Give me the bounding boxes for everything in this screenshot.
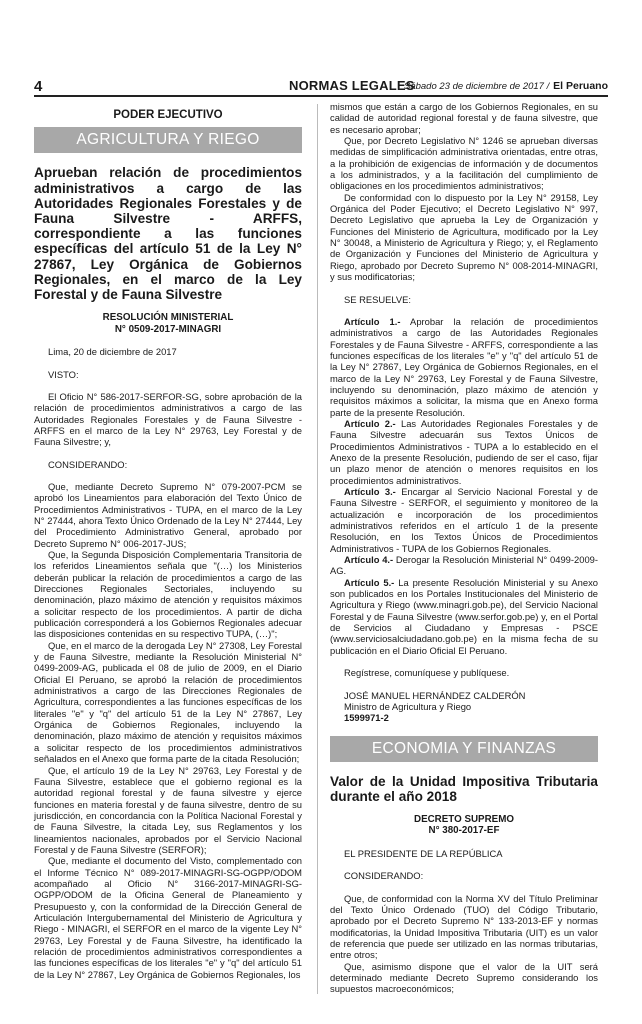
considerando-heading-2: CONSIDERANDO: <box>344 870 424 882</box>
closing-formula: Regístrese, comuníquese y publíquese. <box>344 667 510 679</box>
paragraph: Que, la Segunda Disposición Complementaria Transitoria de los referidos Lineamientos señala que "(…) los Ministerios deberán publicar la relación de procedimientos a cargo de las Direcciones Regionales Sectoriales, incluyendo su denominación, plazo máximo de atención y requisitos máximos a solicitar respecto de los procedimientos. A partir de dicha publicación corresponderá a los Gobiernos Regionales adecuar las disposiciones contenidas en su respectivo TUPA, (…)"; <box>34 548 302 640</box>
decree-heading <box>330 814 598 837</box>
president-line: EL PRESIDENTE DE LA REPÚBLICA <box>344 847 503 859</box>
paragraph: De conformidad con lo dispuesto por la Ley N° 29158, Ley Orgánica del Poder Ejecutivo; el Decreto Legislativo N° 997, Decreto Legislativo que aprueba la Ley de Organización y Funciones del Ministerio de Agricultura, modificado por la Ley N° 30048, a Ministerio de Agricultura y Riego; y, el Reglamento de Organización y Funciones del Ministerio de Agricultura y Riego, aprobado por Decreto Supremo N° 008-2014-MINAGRI, y sus modificatorias; <box>330 191 598 283</box>
resolution-number: N° 0509-2017-MINAGRI <box>114 323 222 335</box>
article-3 <box>330 486 598 554</box>
article-5 <box>330 577 598 656</box>
article-headline-uit: Valor de la Unidad Impositiva Tributaria durante el año 2018 <box>330 773 598 804</box>
publication-code: 1599971-2 <box>344 712 389 724</box>
article-2 <box>330 418 598 486</box>
decree-title: DECRETO SUPREMO <box>414 813 514 825</box>
article-2-label: Artículo 2.- <box>344 417 396 429</box>
page-header <box>34 78 608 96</box>
paragraph: mismos que están a cargo de los Gobiernos Regionales, en su calidad de autoridad regional forestal y de fauna silvestre, que es necesario aprobar; <box>330 101 598 135</box>
right-column <box>330 101 598 995</box>
article-5-text: La presente Resolución Ministerial y su Anexo son publicados en los Portales Institucionales del Ministerio de Agricultura y Riego (www.minagri.gob.pe), del Servicio Nacional Forestal y de Fauna Silvestre (www.serfor.gob.pe) y, en el Portal de Servicios al Ciudadano y Empresas - PSCE (www.serviciosalciudadano.gob.pe) en la misma fecha de su publicación en el Diario Oficial El Peruano. <box>330 576 598 656</box>
article-4-label: Artículo 4.- <box>344 554 394 566</box>
publication-name: NORMAS LEGALES <box>289 78 415 93</box>
visto-paragraph: El Oficio N° 586-2017-SERFOR-SG, sobre aprobación de la relación de procedimientos administrativos a cargo de las Autoridades Regionales Forestales y de Fauna Silvestre - ARFFS en el marco de la Ley N° 29763, Ley Forestal y de Fauna Silvestre; y, <box>34 390 302 448</box>
sector-band: AGRICULTURA Y RIEGO <box>34 127 302 153</box>
article-3-text: Encargar al Servicio Nacional Forestal y de Fauna Silvestre - SERFOR, el seguimiento y monitoreo de la actualización e incorporación de los procedimientos administrativos referidos en el artículo 1 de la presente Resolución, en los Textos Únicos de Procedimientos Administrativos - TUPA de los Gobiernos Regionales. <box>330 486 598 554</box>
left-column <box>34 104 302 980</box>
paragraph: Que, en el marco de la derogada Ley N° 27308, Ley Forestal y de Fauna Silvestre, mediante la Resolución Ministerial N° 0499-2009-AG, publicada el 08 de julio de 2009, en el Diario Oficial El Peruano, se aprobó la relación de procedimientos administrativos a cargo de las Direcciones Regionales de Agricultura, correspondientes a las funciones específicas de los literales "e" y "q" del artículo 51 de la Ley N° 27867, Ley Orgánica de Gobiernos Regionales, incluyendo la denominación, plazo máximo de atención y requisitos máximos a solicitar respecto de los procedimientos administrativos señalados en el Anexo que forma parte de la citada Resolución; <box>34 639 302 765</box>
resolution-title: RESOLUCIÓN MINISTERIAL <box>102 312 234 324</box>
sector-band-economia: ECONOMIA Y FINANZAS <box>330 736 598 762</box>
paragraph: Que, por Decreto Legislativo N° 1246 se aprueban diversas medidas de simplificación administrativa orientadas, entre otras, a la prohibición de exigencias de información y de documentos a los administrados, y a la facilitación del cumplimiento de obligaciones en los procedimientos administrativos; <box>330 135 598 192</box>
resolution-heading <box>34 312 302 335</box>
decree-number: N° 380-2017-EF <box>428 825 500 837</box>
article-5-label: Artículo 5.- <box>344 576 395 588</box>
article-1-label: Artículo 1.- <box>344 315 401 327</box>
newspaper-logo: El Peruano <box>553 80 608 92</box>
article-2-text: Las Autoridades Regionales Forestales y de Fauna Silvestre adecuarán sus Textos Únicos de Procedimientos Administrativos - TUPA a lo establecido en el Anexo de la presente Resolución, pudiendo de ser el caso, fijar un plazo menor de atención o menores requisitos en los procedimientos administrativos. <box>330 417 598 486</box>
article-headline: Aprueban relación de procedimientos administrativos a cargo de las Autoridades Regionales Forestales y de Fauna Silvestre - ARFFS, correspondiente a las funciones específicas del artículo 51 de la Ley N° 27867, Ley Orgánica de Gobiernos Regionales, en el marco de la Ley Forestal y de Fauna Silvestre <box>34 165 302 302</box>
page-number: 4 <box>34 78 43 95</box>
signer-name: JOSÉ MANUEL HERNÁNDEZ CALDERÓN <box>344 689 526 701</box>
article-3-label: Artículo 3.- <box>344 486 396 497</box>
considerando-heading: CONSIDERANDO: <box>48 458 128 470</box>
article-1-text: Aprobar la relación de procedimientos administrativos a cargo de las Autoridades Regionales Forestales y de Fauna Silvestre - ARFFS, correspondiente a las funciones específicas de los literales "e" y "q" del artículo 51 de la Ley N° 27867, Ley Orgánica de Gobiernos Regionales, en el marco de la Ley N° 29763, Ley Forestal y de Fauna Silvestre, incluyendo su denominación, plazo máximo de atención y requisitos máximos a solicitar, la misma que en Anexo forma parte de la presente Resolución. <box>330 315 598 418</box>
paragraph: Que, mediante Decreto Supremo N° 079-2007-PCM se aprobó los Lineamientos para elaboración del Texto Único de Procedimientos Administrativos - TUPA, en el marco de la Ley N° 27444, ahora Texto Único Ordenado de la Ley N° 27444, Ley del Procedimiento Administrativo General, aprobado por Decreto Supremo N° 006-2017-JUS; <box>34 480 302 549</box>
resuelve-heading: SE RESUELVE: <box>344 293 412 305</box>
publication-date: Sábado 23 de diciembre de 2017 / <box>404 81 550 92</box>
article-1 <box>330 316 598 418</box>
column-divider <box>317 104 318 994</box>
article-4 <box>330 554 598 577</box>
paragraph: Que, asimismo dispone que el valor de la UIT será determinado mediante Decreto Supremo considerando los supuestos macroeconómicos; <box>330 960 598 995</box>
place-date: Lima, 20 de diciembre de 2017 <box>48 346 177 358</box>
paragraph: Que, de conformidad con la Norma XV del Título Preliminar del Texto Único Ordenado (TUO) del Código Tributario, aprobado por el Decreto Supremo N° 133-2013-EF y normas modificatorias, la Unidad Impositiva Tributaria (UIT) es un valor de referencia que puede ser utilizado en las normas tributarias, entre otros; <box>330 892 598 961</box>
paragraph: Que, el artículo 19 de la Ley N° 29763, Ley Forestal y de Fauna Silvestre, establece que el gobierno regional es la autoridad regional forestal y de fauna silvestre y ejerce funciones en materia forestal y de fauna silvestre, dentro de su jurisdicción, en concordancia con la Política Nacional Forestal y de Fauna Silvestre, la citada Ley, sus Reglamentos y los lineamientos nacionales, aprobados por el Servicio Nacional Forestal y de Fauna Silvestre (SERFOR); <box>34 764 302 855</box>
article-4-text: Derogar la Resolución Ministerial N° 0499-2009-AG. <box>330 554 598 577</box>
signer-title: Ministro de Agricultura y Riego <box>344 700 472 712</box>
paragraph: Que, mediante el documento del Visto, complementado con el Informe Técnico N° 089-2017-MINAGRI-SG-OGPP/ODOM acompañado al Oficio N° 3166-2017-MINAGRI-SG-OGPP/ODOM de la Oficina General de Planeamiento y Presupuesto y, con la conformidad de la Dirección General de Articulación Intergubernamental del Ministerio de Agricultura y Riego - MINAGRI, el SERFOR en el marco de la vigente Ley N° 29763, Ley Forestal y de Fauna Silvestre, ha identificado la relación de procedimientos administrativos correspondientes a las funciones específicas de los literales "e" y "q" del artículo 51 de la Ley N° 27867, Ley Orgánica de Gobiernos Regionales, los <box>34 855 302 980</box>
branch-title: PODER EJECUTIVO <box>113 109 223 121</box>
header-rule <box>34 95 608 97</box>
visto-heading: VISTO: <box>48 368 79 380</box>
